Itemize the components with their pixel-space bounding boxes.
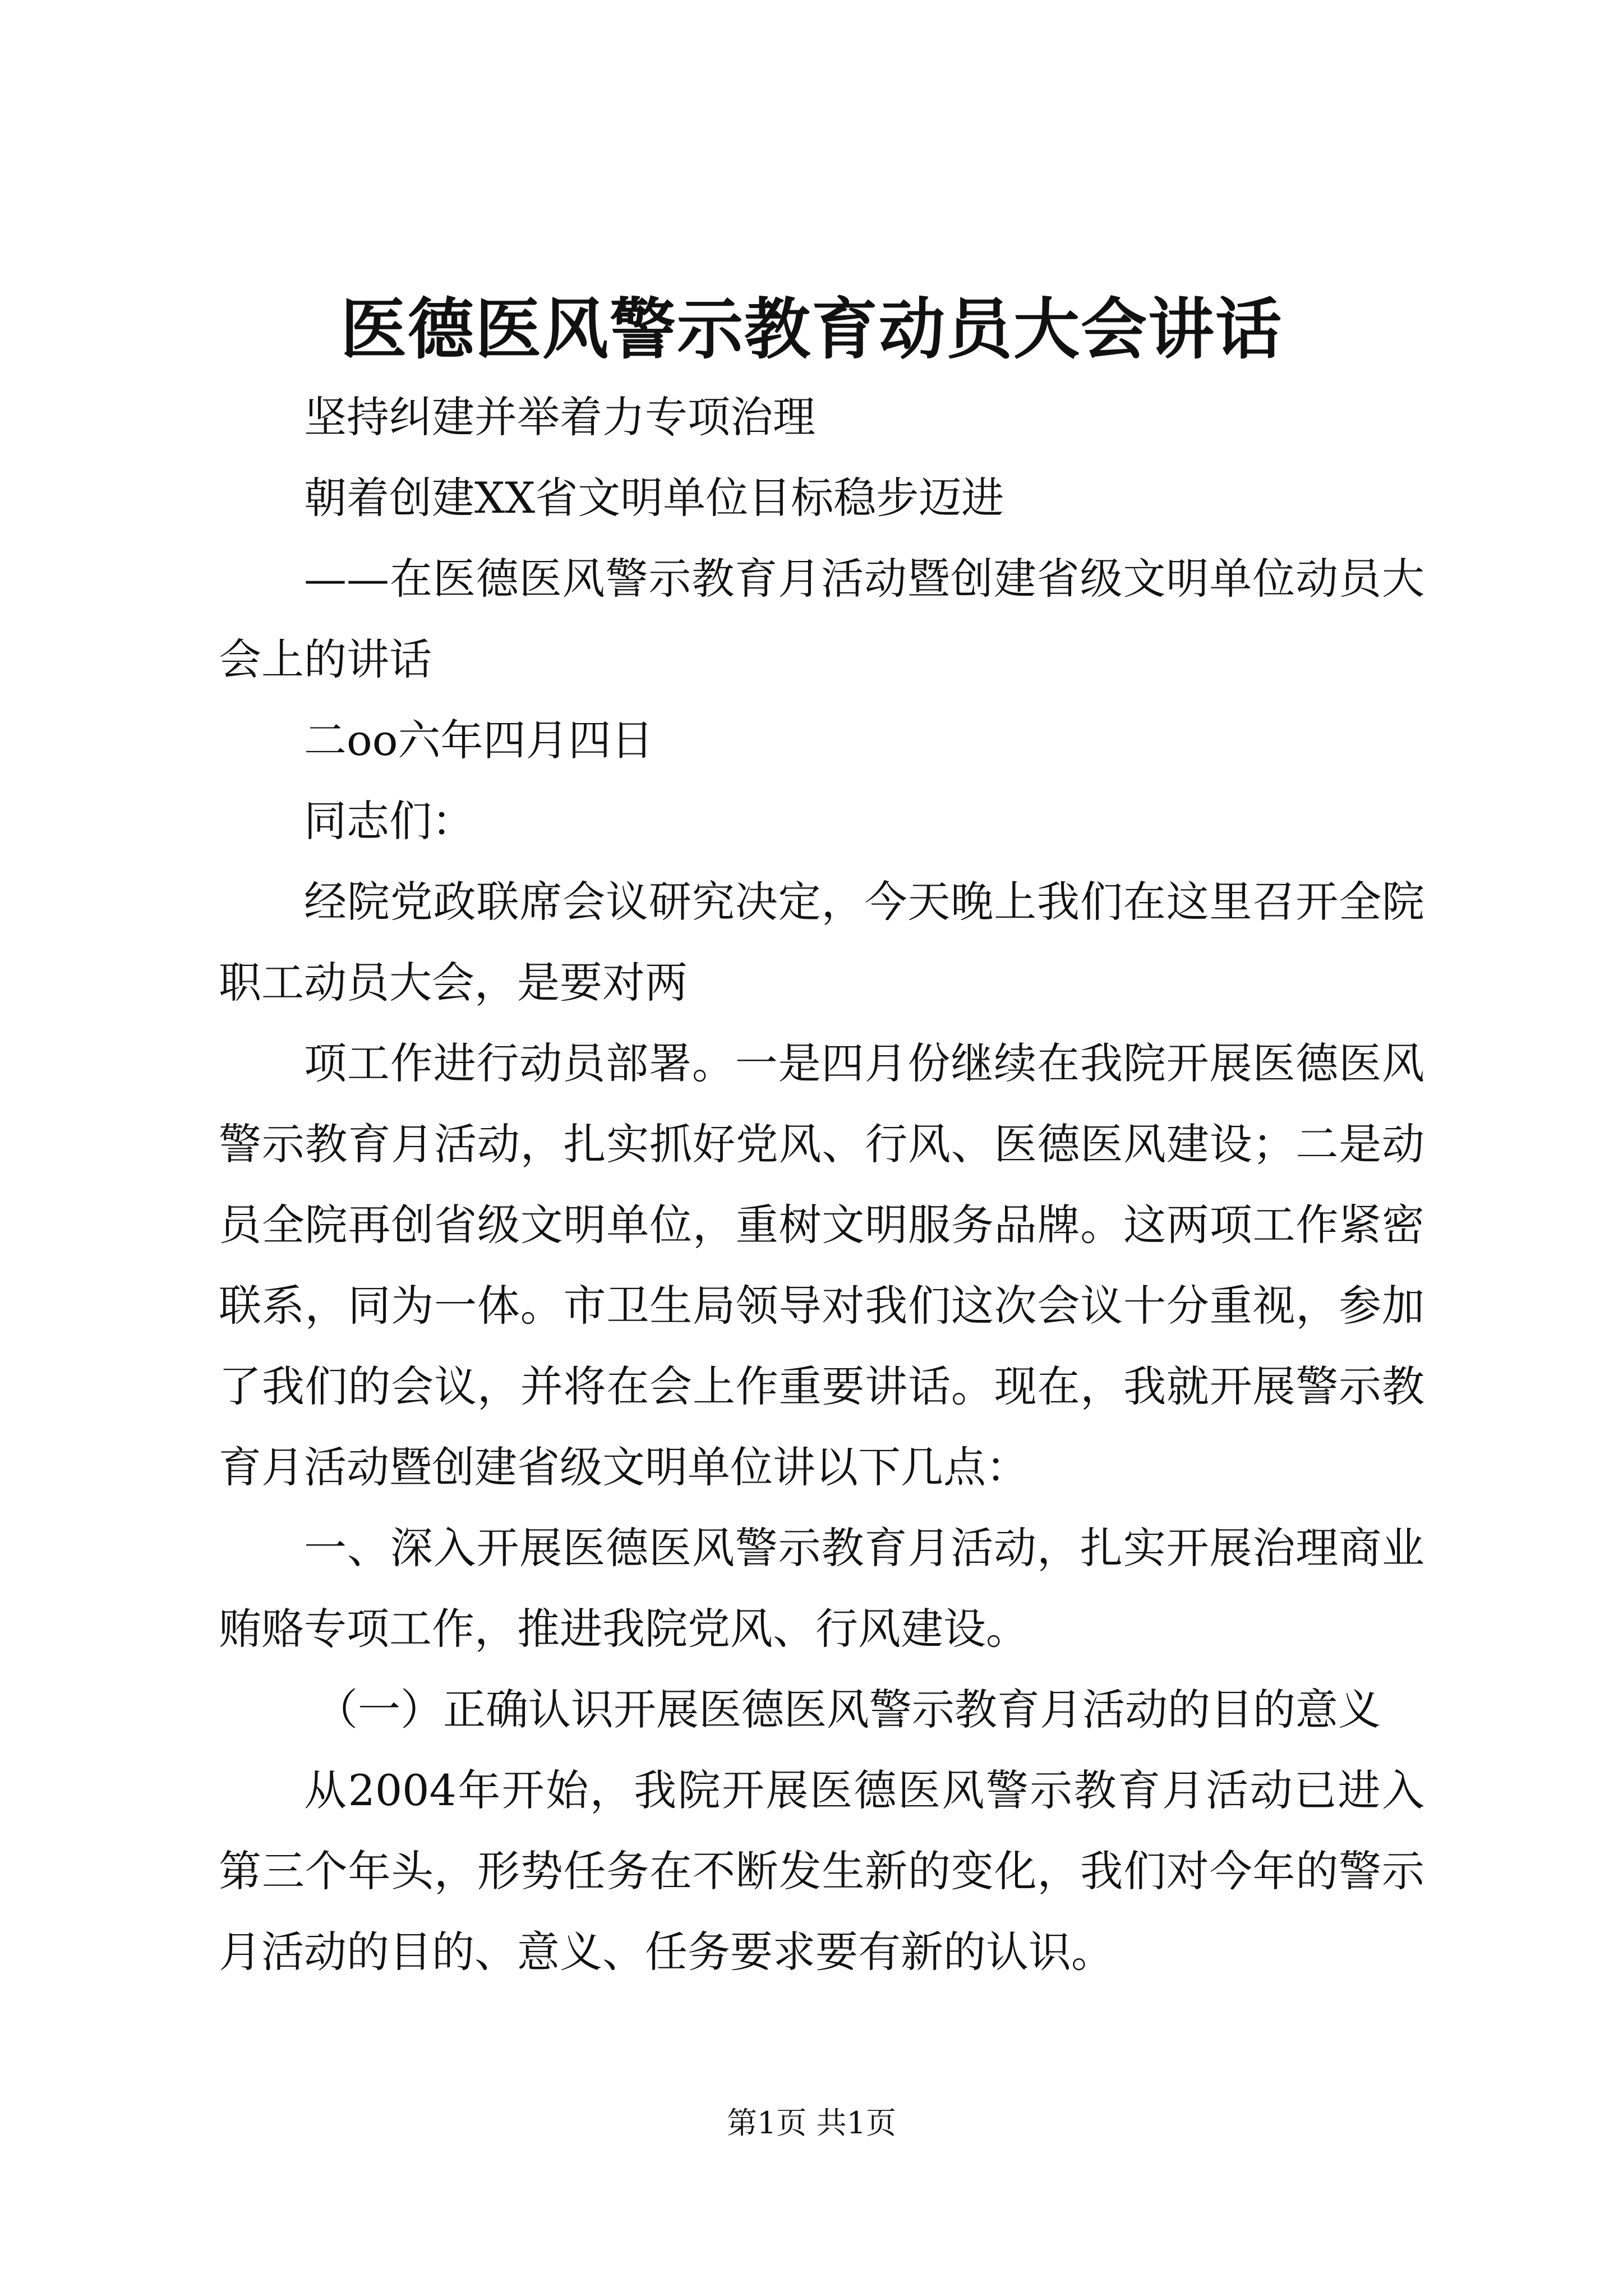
page-footer: 第1页 共1页 — [727, 2105, 896, 2141]
paragraph-body-1: 经院党政联席会议研究决定，今天晚上我们在这里召开全院职工动员大会，是要对两 — [219, 877, 1424, 1007]
document-body — [219, 377, 1424, 1993]
paragraph-occasion: ——在医德医风警示教育月活动暨创建省级文明单位动员大会上的讲话 — [219, 554, 1424, 684]
paragraph-body-2: 项工作进行动员部署。一是四月份继续在我院开展医德医风警示教育月活动，扎实抓好党风、行风、医德医风建设；二是动员全院再创省级文明单位，重树文明服务品牌。这两项工作紧密联系，同为一体。市卫生局领导对我们这次会议十分重视，参加了我们的会议，并将在会上作重要讲话。现在，我就开展警示教育月活动暨创建省级文明单位讲以下几点： — [219, 1038, 1424, 1492]
subsection-heading-1: （一）正确认识开展医德医风警示教育月活动的目的意义 — [315, 1685, 1381, 1734]
paragraph-subtitle-2: 朝着创建XX省文明单位目标稳步迈进 — [304, 473, 1004, 523]
paragraph-date: 二oo六年四月四日 — [304, 715, 654, 765]
paragraph-salutation: 同志们： — [304, 796, 474, 846]
paragraph-subtitle-1: 坚持纠建并举着力专项治理 — [304, 392, 815, 442]
paragraph-body-3: 从2004年开始，我院开展医德医风警示教育月活动已进入第三个年头，形势任务在不断发生新的变化，我们对今年的警示月活动的目的、意义、任务要求要有新的认识。 — [219, 1765, 1424, 1977]
document-title: 医德医风警示教育动员大会讲话 — [340, 290, 1283, 368]
section-heading-1: 一、深入开展医德医风警示教育月活动，扎实开展治理商业贿赂专项工作，推进我院党风、行风建设。 — [219, 1523, 1424, 1654]
